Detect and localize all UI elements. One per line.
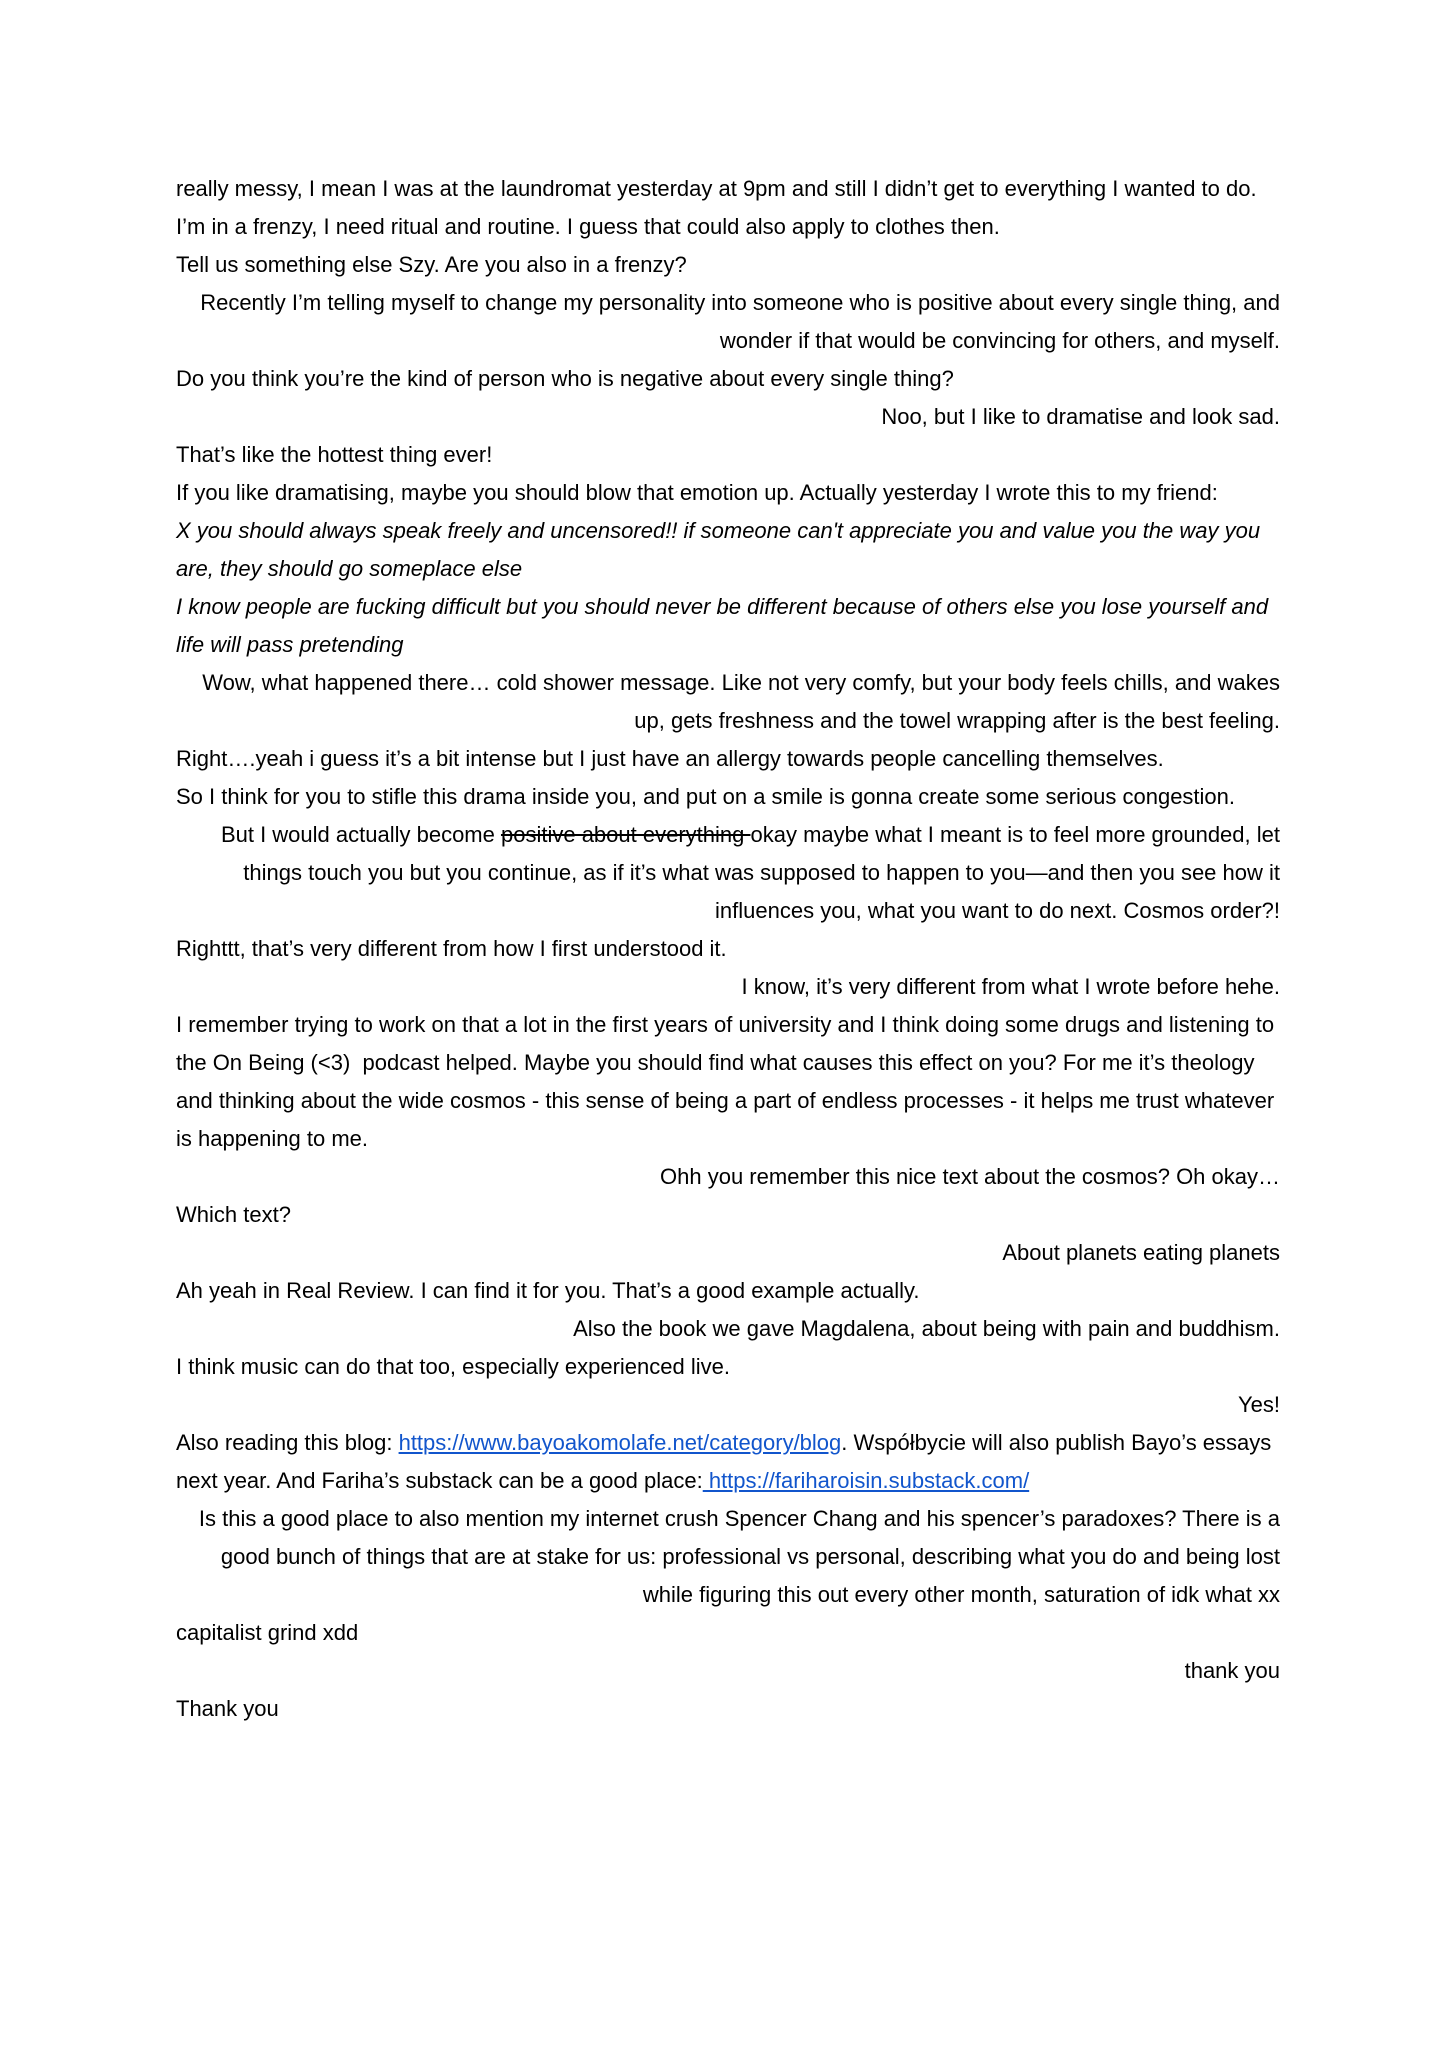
text-line [176, 778, 1280, 816]
text-segment: thank you [1184, 1658, 1280, 1683]
text-segment: I know, it’s very different from what I wrote before hehe. [741, 974, 1280, 999]
text-line [176, 1082, 1280, 1120]
text-segment: wonder if that would be convincing for others, and myself. [719, 328, 1280, 353]
text-segment: Also reading this blog: [176, 1430, 399, 1455]
text-line [176, 1576, 1280, 1614]
text-line [176, 474, 1280, 512]
text-segment: are, they should go someplace else [176, 556, 523, 581]
text-line [176, 854, 1280, 892]
text-line [176, 702, 1280, 740]
text-line [176, 208, 1280, 246]
text-segment: That’s like the hottest thing ever! [176, 442, 493, 467]
text-segment: influences you, what you want to do next. Cosmos order?! [715, 898, 1280, 923]
text-segment: If you like dramatising, maybe you should blow that emotion up. Actually yesterday I wrote this to my friend: [176, 480, 1218, 505]
text-line [176, 1158, 1280, 1196]
text-segment: X you should always speak freely and uncensored!! if someone can't appreciate you and value you the way you [176, 518, 1261, 543]
link-fariha-substack[interactable]: https://fariharoisin.substack.com/ [702, 1468, 1030, 1493]
text-segment: Yes! [1237, 1392, 1280, 1417]
text-line [176, 930, 1280, 968]
text-line [176, 626, 1280, 664]
text-line [176, 1044, 1280, 1082]
text-segment: good bunch of things that are at stake for us: professional vs personal, describing what you do and being lost [220, 1544, 1280, 1569]
text-line [176, 322, 1280, 360]
text-segment: is happening to me. [176, 1126, 369, 1151]
text-segment: . Współbycie will also publish Bayo’s essays [841, 1430, 1272, 1455]
text-segment: So I think for you to stifle this drama inside you, and put on a smile is gonna create some serious congestion. [176, 784, 1236, 809]
text-segment: About planets eating planets [1002, 1240, 1280, 1265]
text-line [176, 664, 1280, 702]
text-segment: Also the book we gave Magdalena, about being with pain and buddhism. [573, 1316, 1280, 1341]
text-line [176, 1348, 1280, 1386]
text-segment: Righttt, that’s very different from how I first understood it. [176, 936, 727, 961]
text-line [176, 1272, 1280, 1310]
text-line [176, 1462, 1280, 1500]
text-line [176, 1614, 1280, 1652]
text-line [176, 1234, 1280, 1272]
text-line [176, 968, 1280, 1006]
text-segment: really messy, I mean I was at the laundromat yesterday at 9pm and still I didn’t get to everything I wanted to do. [176, 176, 1257, 201]
text-segment: Noo, but I like to dramatise and look sad. [881, 404, 1280, 429]
text-segment: I remember trying to work on that a lot in the first years of university and I think doing some drugs and listening to [176, 1012, 1275, 1037]
text-segment: Is this a good place to also mention my internet crush Spencer Chang and his spencer’s paradoxes? There is a [198, 1506, 1280, 1531]
text-segment: Recently I’m telling myself to change my personality into someone who is positive about every single thing, and [200, 290, 1280, 315]
strikethrough-text: positive about everything [500, 822, 751, 847]
text-line [176, 588, 1280, 626]
link-bayo-blog[interactable]: https://www.bayoakomolafe.net/category/blog [398, 1430, 842, 1455]
text-segment: Wow, what happened there… cold shower message. Like not very comfy, but your body feels chills, and wakes [202, 670, 1280, 695]
text-line [176, 1538, 1280, 1576]
text-line [176, 892, 1280, 930]
text-segment: and thinking about the wide cosmos - this sense of being a part of endless processes - it helps me trust whatever [176, 1088, 1275, 1113]
text-segment: capitalist grind xdd [176, 1620, 359, 1645]
text-segment: I know people are fucking difficult but you should never be different because of others else you lose yourself and [176, 594, 1269, 619]
text-line [176, 1424, 1280, 1462]
text-line [176, 436, 1280, 474]
text-line [176, 1500, 1280, 1538]
text-line [176, 1006, 1280, 1044]
text-line [176, 360, 1280, 398]
text-line [176, 1120, 1280, 1158]
text-segment: up, gets freshness and the towel wrapping after is the best feeling. [634, 708, 1280, 733]
text-segment: Do you think you’re the kind of person who is negative about every single thing? [176, 366, 954, 391]
text-line [176, 398, 1280, 436]
text-segment: life will pass pretending [176, 632, 404, 657]
text-line [176, 740, 1280, 778]
text-line [176, 1690, 1280, 1728]
text-line [176, 246, 1280, 284]
text-line [176, 1652, 1280, 1690]
text-segment: I’m in a frenzy, I need ritual and routine. I guess that could also apply to clothes then. [176, 214, 1000, 239]
text-segment: while figuring this out every other month, saturation of idk what xx [642, 1582, 1280, 1607]
text-segment: Right….yeah i guess it’s a bit intense but I just have an allergy towards people cancelling themselves. [176, 746, 1164, 771]
text-line [176, 284, 1280, 322]
text-segment: Ohh you remember this nice text about the cosmos? Oh okay… [660, 1164, 1280, 1189]
text-segment: Tell us something else Szy. Are you also in a frenzy? [176, 252, 687, 277]
text-segment: Ah yeah in Real Review. I can find it for you. That’s a good example actually. [176, 1278, 920, 1303]
text-segment: okay maybe what I meant is to feel more grounded, let [750, 822, 1280, 847]
text-segment: Thank you [176, 1696, 279, 1721]
text-line [176, 1310, 1280, 1348]
text-line [176, 512, 1280, 550]
text-line [176, 816, 1280, 854]
text-segment: But I would actually become [220, 822, 501, 847]
text-line [176, 170, 1280, 208]
text-segment: next year. And Fariha’s substack can be a good place: [176, 1468, 703, 1493]
text-line [176, 550, 1280, 588]
text-segment: things touch you but you continue, as if it’s what was supposed to happen to you—and then you see how it [243, 860, 1280, 885]
text-line [176, 1386, 1280, 1424]
text-segment: I think music can do that too, especially experienced live. [176, 1354, 730, 1379]
text-segment: Which text? [176, 1202, 291, 1227]
text-segment: the On Being (<3) podcast helped. Maybe you should find what causes this effect on you? For me it’s theology [176, 1050, 1255, 1075]
text-line [176, 1196, 1280, 1234]
